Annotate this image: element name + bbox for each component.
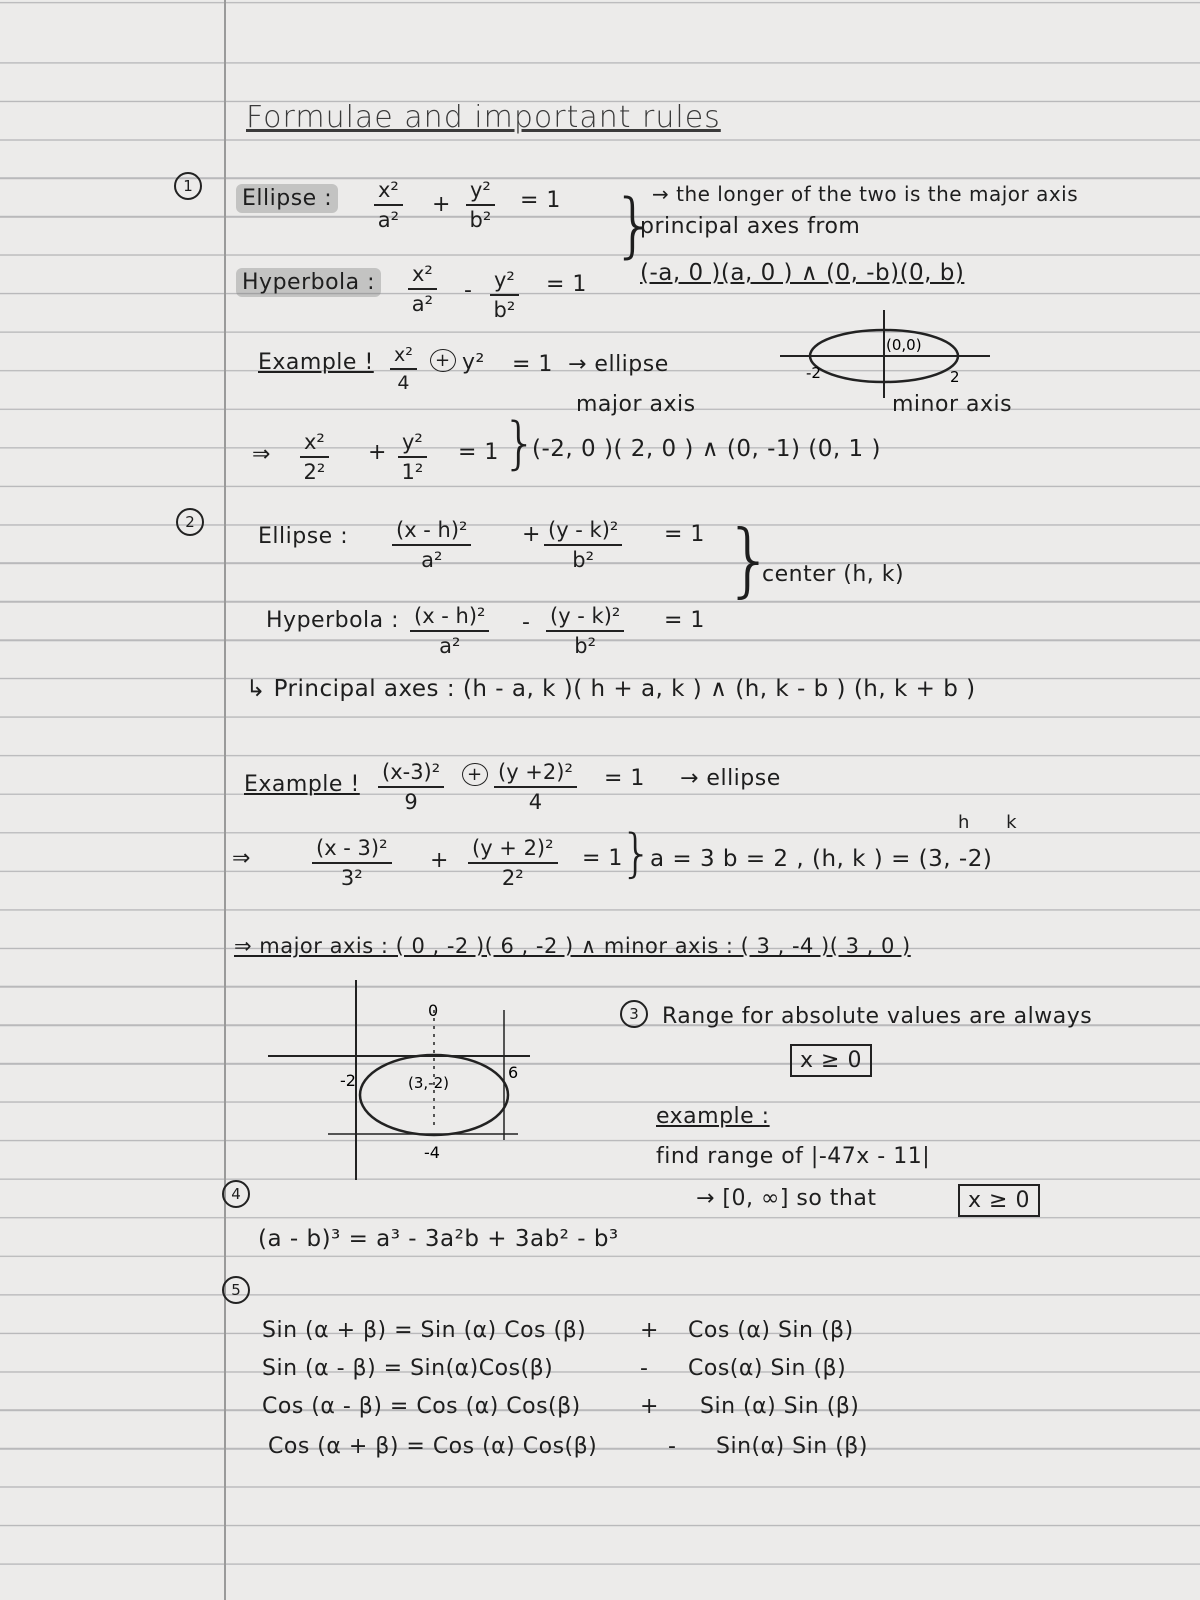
range-answer: → [0, ∞] so that xyxy=(696,1186,877,1211)
section-number-4: 4 xyxy=(222,1180,250,1208)
find-range-text: find range of |-47x - 11| xyxy=(656,1144,931,1169)
example4-term-2: $\frac{\text{(y + 2)²}}{\text{2²}}$ xyxy=(468,836,558,890)
example4-term-1: $\frac{\text{(x - 3)²}}{\text{3²}}$ xyxy=(312,836,392,890)
example4-operator: + xyxy=(430,848,449,873)
example2-term-2: $\frac{\text{y²}}{\text{1²}}$ xyxy=(398,430,427,484)
ellipse-term-1: $\frac{\text{x²}}{\text{a²}}$ xyxy=(374,178,403,232)
ellipse-term-2: $\frac{\text{y²}}{\text{b²}}$ xyxy=(466,178,495,232)
ellipse2-operator: + xyxy=(522,522,541,547)
trig-row-1-rhs: Cos (α) Sin (β) xyxy=(688,1318,854,1343)
range-rule-box: x ≥ 0 xyxy=(790,1044,872,1077)
hyperbola-term-2: $\frac{\text{y²}}{\text{b²}}$ xyxy=(490,268,519,322)
hyperbola-label: Hyperbola : xyxy=(236,270,381,295)
example2-operator: + xyxy=(368,440,387,465)
center-note: center (h, k) xyxy=(762,562,905,587)
axes-result-line: ⇒ major axis : ( 0 , -2 )( 6 , -2 ) ∧ minor axis : ( 3 , -4 )( 3 , 0 ) xyxy=(234,934,911,958)
major-axis-note: → the longer of the two is the major axis xyxy=(652,182,1079,206)
graph2-top-label: 0 xyxy=(428,1001,439,1020)
example3-operator: + xyxy=(462,764,488,785)
example-label-3: example : xyxy=(656,1104,770,1129)
principal-axes: (-a, 0 )(a, 0 ) ∧ (0, -b)(0, b) xyxy=(640,260,965,286)
ellipse-graph-1 xyxy=(780,310,1000,400)
range-rule-text: Range for absolute values are always xyxy=(662,1004,1093,1029)
trig-row-3-rhs: Sin (α) Sin (β) xyxy=(700,1394,860,1419)
example-term-1: $\frac{\text{x²}}{4}$ xyxy=(390,344,417,394)
ellipse2-term-1: $\frac{\text{(x - h)²}}{\text{a²}}$ xyxy=(392,518,471,572)
ellipse-operator: + xyxy=(432,192,451,217)
graph-pos2-label: 2 xyxy=(950,368,960,386)
trig-row-2-lhs: Sin (α - β) = Sin(α)Cos(β) xyxy=(262,1356,554,1381)
example-term-2: y² xyxy=(462,350,485,375)
example-label-1: Example ! xyxy=(258,350,374,375)
hyperbola-term-1: $\frac{\text{x²}}{\text{a²}}$ xyxy=(408,262,437,316)
example2-axes: (-2, 0 )( 2, 0 ) ∧ (0, -1) (0, 1 ) xyxy=(532,436,881,462)
trig-row-1-lhs: Sin (α + β) = Sin (α) Cos (β) xyxy=(262,1318,587,1343)
page-title: Formulae and important rules xyxy=(246,100,721,135)
example2-term-1: $\frac{\text{x²}}{\text{2²}}$ xyxy=(300,430,329,484)
ellipse-equals: = 1 xyxy=(520,188,561,213)
graph2-left-label: -2 xyxy=(340,1071,356,1090)
example3-equals: = 1 xyxy=(604,766,645,791)
implies-arrow-2: ⇒ xyxy=(232,846,251,871)
brace-icon: } xyxy=(502,411,538,476)
trig-row-3-lhs: Cos (α - β) = Cos (α) Cos(β) xyxy=(262,1394,581,1419)
example-equals: = 1 xyxy=(512,352,553,377)
example2-equals: = 1 xyxy=(458,440,499,465)
ellipse2-term-2: $\frac{\text{(y - k)²}}{\text{b²}}$ xyxy=(544,518,622,572)
principal-axes-note: principal axes from xyxy=(640,214,861,239)
example-result: → ellipse xyxy=(568,352,669,377)
ellipse2-equals: = 1 xyxy=(664,522,705,547)
hyperbola-operator: - xyxy=(464,278,473,303)
hyperbola2-term-1: $\frac{\text{(x - h)²}}{\text{a²}}$ xyxy=(410,604,489,658)
graph2-bottom-label: -4 xyxy=(424,1143,440,1162)
major-axis-label: major axis xyxy=(576,392,696,417)
brace-icon: } xyxy=(612,184,657,266)
graph2-center-label: (3,-2) xyxy=(408,1074,449,1092)
principal-axes-2: ↳ Principal axes : (h - a, k )( h + a, k ) ∧ (h, k - b ) (h, k + b ) xyxy=(246,676,976,702)
graph-neg2-label: -2 xyxy=(806,364,821,382)
trig-row-1-op: + xyxy=(640,1318,659,1343)
cube-formula: (a - b)³ = a³ - 3a²b + 3ab² - b³ xyxy=(258,1226,619,1252)
hk-labels: h k xyxy=(958,812,1018,833)
section-number-3: 3 xyxy=(620,1000,648,1028)
trig-row-4-rhs: Sin(α) Sin (β) xyxy=(716,1434,868,1459)
section-number-2: 2 xyxy=(176,508,204,536)
example3-term-1: $\frac{\text{(x-3)²}}{9}$ xyxy=(378,760,444,814)
margin-line xyxy=(224,0,226,1600)
ellipse-graph-2 xyxy=(268,980,558,1180)
example-operator: + xyxy=(430,350,456,371)
range-answer-box: x ≥ 0 xyxy=(958,1184,1040,1217)
graph2-right-label: 6 xyxy=(508,1063,519,1082)
trig-row-2-rhs: Cos(α) Sin (β) xyxy=(688,1356,847,1381)
example4-equals: = 1 xyxy=(582,846,623,871)
example-label-2: Example ! xyxy=(244,772,360,797)
hyperbola-label-2: Hyperbola : xyxy=(266,608,400,633)
hyperbola2-operator: - xyxy=(522,610,531,635)
brace-icon: } xyxy=(620,824,654,884)
trig-row-4-lhs: Cos (α + β) = Cos (α) Cos(β) xyxy=(268,1434,598,1459)
trig-row-3-op: + xyxy=(640,1394,659,1419)
minor-axis-label: minor axis xyxy=(892,392,1013,417)
graph-center-label: (0,0) xyxy=(886,336,922,354)
trig-row-4-op: - xyxy=(668,1434,677,1459)
ellipse-label: Ellipse : xyxy=(236,186,338,211)
hyperbola2-term-2: $\frac{\text{(y - k)²}}{\text{b²}}$ xyxy=(546,604,624,658)
example4-values: a = 3 b = 2 , (h, k ) = (3, -2) xyxy=(650,846,993,872)
example3-term-2: $\frac{\text{(y +2)²}}{4}$ xyxy=(494,760,577,814)
hyperbola2-equals: = 1 xyxy=(664,608,705,633)
trig-row-2-op: - xyxy=(640,1356,649,1381)
hyperbola-equals: = 1 xyxy=(546,272,587,297)
example3-result: → ellipse xyxy=(680,766,781,791)
implies-arrow-1: ⇒ xyxy=(252,442,271,467)
section-number-5: 5 xyxy=(222,1276,250,1304)
section-number-1: 1 xyxy=(174,172,202,200)
ellipse-label-2: Ellipse : xyxy=(258,524,349,549)
brace-icon: } xyxy=(724,513,775,606)
